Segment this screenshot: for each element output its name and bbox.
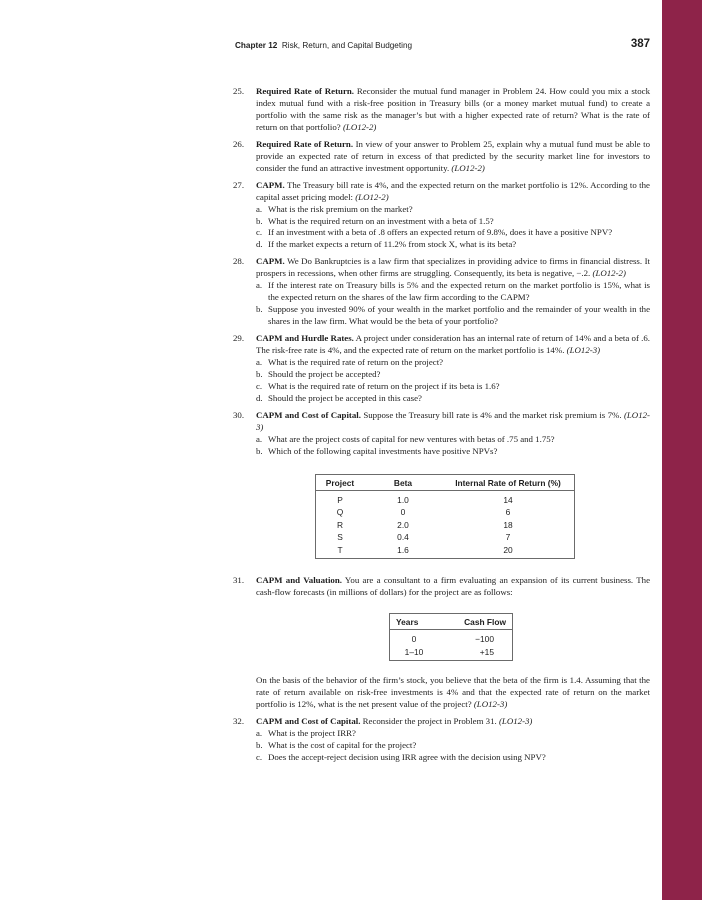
part-label: b. bbox=[256, 445, 263, 456]
part-label: a. bbox=[256, 728, 263, 739]
cash-flow-table bbox=[389, 613, 513, 661]
problem-number: 25. bbox=[233, 86, 245, 96]
problem-text: On the basis of the behavior of the firm’s stock, you believe that the beta of the firm is 1.4. Assuming that the rate of return available on risk-free investments is 4% and that the expected rate of return on the market portfolio is 12%, what is the net present value of the project? bbox=[256, 675, 650, 710]
table-row bbox=[316, 491, 575, 507]
problem-part bbox=[256, 204, 650, 216]
table-row bbox=[390, 630, 513, 646]
problem-27 bbox=[233, 180, 650, 252]
learning-objective: (LO12-3) bbox=[256, 409, 650, 432]
running-header bbox=[235, 38, 650, 54]
problem-part bbox=[256, 740, 650, 752]
part-text: Which of the following capital investments have positive NPVs? bbox=[268, 445, 498, 456]
table-row bbox=[316, 531, 575, 543]
part-label: a. bbox=[256, 280, 263, 291]
problem-part bbox=[256, 357, 650, 369]
part-label: b. bbox=[256, 304, 263, 315]
table-cell: R bbox=[336, 519, 344, 530]
problem-title: Required Rate of Return. bbox=[256, 86, 355, 96]
learning-objective: (LO12-3) bbox=[498, 716, 533, 727]
part-text: What is the risk premium on the market? bbox=[268, 203, 413, 214]
problem-text: The Treasury bill rate is 4%, and the expected return on the market portfolio is 12%. According to the capital asset pricing model: bbox=[256, 179, 650, 202]
part-label: c. bbox=[256, 751, 263, 762]
problem-number: 30. bbox=[233, 409, 245, 420]
problem-title: CAPM and Cost of Capital. bbox=[256, 716, 361, 727]
chapter-label: Chapter 12 bbox=[235, 41, 278, 50]
problem-body bbox=[256, 139, 650, 175]
part-label: d. bbox=[256, 392, 263, 403]
problem-title: CAPM. bbox=[256, 256, 285, 267]
table-header-row bbox=[390, 613, 513, 629]
part-text: What is the required rate of return on the project? bbox=[268, 357, 444, 368]
part-label: a. bbox=[256, 433, 263, 444]
problem-body bbox=[256, 86, 650, 134]
learning-objective: (LO12-2) bbox=[451, 162, 485, 173]
problem-text: Suppose the Treasury bill rate is 4% and the market risk premium is 7%. bbox=[363, 409, 622, 420]
part-text: If the market expects a return of 11.2% from stock X, what is its beta? bbox=[268, 239, 517, 250]
part-text: Should the project be accepted in this case? bbox=[268, 392, 422, 403]
table-cell: 1–10 bbox=[404, 646, 424, 657]
part-label: b. bbox=[256, 739, 263, 750]
problem-number: 31. bbox=[233, 575, 245, 586]
part-text: What is the required rate of return on the project if its beta is 1.6? bbox=[268, 380, 500, 391]
part-label: c. bbox=[256, 380, 263, 391]
problem-number: 28. bbox=[233, 256, 245, 267]
part-text: If an investment with a beta of .8 offers an expected return of 9.8%, does it have a positive NPV? bbox=[268, 227, 613, 238]
table-cell: S bbox=[337, 532, 343, 543]
learning-objective: (LO12-2) bbox=[355, 191, 389, 202]
project-table bbox=[315, 474, 575, 559]
table-row bbox=[390, 646, 513, 661]
problem-31 bbox=[233, 575, 650, 711]
part-text: Suppose you invested 90% of your wealth in the market portfolio and the remainder of your wealth in the shares in the law firm. What would be the beta of your portfolio? bbox=[268, 304, 650, 327]
table-cell: T bbox=[337, 544, 343, 555]
problem-text: You are a consultant to a firm evaluating an expansion of its current business. The cash-flow forecasts (in millions of dollars) for the project are as follows: bbox=[256, 575, 650, 598]
part-label: c. bbox=[256, 227, 263, 238]
chapter-color-bar bbox=[662, 0, 702, 900]
table-cell: 20 bbox=[503, 544, 513, 555]
problem-number: 29. bbox=[233, 333, 245, 344]
learning-objective: (LO12-3) bbox=[473, 699, 508, 710]
problem-text: We Do Bankruptcies is a law firm that specializes in providing advice to firms in financial distress. It prospers in recessions, when other firms are struggling. Consequently, its beta is negative, −.2. bbox=[256, 256, 650, 279]
problem-26 bbox=[233, 139, 650, 175]
table-row bbox=[316, 506, 575, 518]
part-label: d. bbox=[256, 239, 263, 250]
problem-part bbox=[256, 393, 650, 405]
problem-part bbox=[256, 752, 650, 764]
problem-body bbox=[256, 575, 650, 599]
table-cell: 1.6 bbox=[397, 544, 409, 555]
problem-part bbox=[256, 369, 650, 381]
table-cell: 7 bbox=[505, 532, 511, 543]
part-text: What is the project IRR? bbox=[268, 728, 356, 739]
problem-text: In view of your answer to Problem 25, explain why a mutual fund must be able to provide an expected rate of return in excess of that predicted by the security market line for investors to consider the fund an attractive investment opportunity. bbox=[256, 138, 650, 173]
problem-part bbox=[256, 728, 650, 740]
page-number: 387 bbox=[630, 38, 650, 50]
problem-part bbox=[256, 227, 650, 239]
problem-29 bbox=[233, 333, 650, 405]
table-row bbox=[316, 544, 575, 559]
learning-objective: (LO12-3) bbox=[566, 345, 601, 356]
column-header: Project bbox=[316, 474, 365, 490]
problem-part bbox=[256, 446, 650, 458]
part-label: a. bbox=[256, 357, 263, 368]
part-text: If the interest rate on Treasury bills is 5% and the expected return on the market portfolio is 15%, what is the expected return on the shares of the law firm according to the CAPM? bbox=[268, 280, 650, 303]
chapter-heading bbox=[235, 41, 412, 50]
problem-part bbox=[256, 381, 650, 393]
table-cell: 1.0 bbox=[397, 495, 409, 506]
table-cell: 2.0 bbox=[397, 519, 409, 530]
problem-25 bbox=[233, 86, 650, 134]
part-text: What is the cost of capital for the project? bbox=[268, 739, 417, 750]
problem-part bbox=[256, 280, 650, 304]
problem-part bbox=[256, 239, 650, 251]
problem-body bbox=[256, 333, 650, 357]
part-text: What is the required return on an investment with a beta of 1.5? bbox=[268, 215, 494, 226]
problem-title: Required Rate of Return. bbox=[256, 138, 354, 149]
problem-title: CAPM. bbox=[256, 179, 285, 190]
problem-body bbox=[256, 180, 650, 204]
problem-28 bbox=[233, 256, 650, 328]
part-text: Does the accept-reject decision using IRR agree with the decision using NPV? bbox=[268, 751, 546, 762]
problem-text: Reconsider the project in Problem 31. bbox=[362, 716, 497, 727]
part-label: a. bbox=[256, 203, 263, 214]
table-cell: 14 bbox=[503, 495, 513, 506]
table-cell: 0 bbox=[411, 634, 417, 645]
problem-body bbox=[256, 256, 650, 280]
part-label: b. bbox=[256, 215, 263, 226]
table-cell: −100 bbox=[475, 634, 494, 645]
problem-30 bbox=[233, 410, 650, 458]
column-header: Cash Flow bbox=[438, 613, 513, 629]
learning-objective: (LO12-2) bbox=[592, 268, 626, 279]
problem-body bbox=[256, 410, 650, 434]
problem-body bbox=[256, 716, 650, 728]
column-header: Years bbox=[390, 613, 439, 629]
learning-objective: (LO12-2) bbox=[342, 121, 377, 132]
chapter-title: Risk, Return, and Capital Budgeting bbox=[281, 41, 413, 50]
table-cell: 18 bbox=[503, 519, 513, 530]
problem-part bbox=[256, 216, 650, 228]
part-text: Should the project be accepted? bbox=[268, 368, 381, 379]
problem-list bbox=[233, 86, 650, 764]
column-header: Internal Rate of Return (%) bbox=[442, 474, 575, 490]
table-cell: Q bbox=[336, 507, 344, 518]
problem-32 bbox=[233, 716, 650, 764]
table-cell: 0.4 bbox=[397, 532, 409, 543]
problem-title: CAPM and Valuation. bbox=[256, 575, 342, 586]
table-cell: P bbox=[337, 495, 343, 506]
problem-text-continued bbox=[256, 675, 650, 711]
problem-number: 27. bbox=[233, 179, 245, 190]
table-cell: 6 bbox=[505, 507, 511, 518]
problem-title: CAPM and Cost of Capital. bbox=[256, 409, 361, 420]
part-label: b. bbox=[256, 368, 263, 379]
problem-title: CAPM and Hurdle Rates. bbox=[256, 333, 354, 344]
problem-part bbox=[256, 304, 650, 328]
column-header: Beta bbox=[364, 474, 442, 490]
table-cell: +15 bbox=[479, 646, 494, 657]
problem-text: Reconsider the mutual fund manager in Problem 24. How could you mix a stock index mutual fund with a risk-free position in Treasury bills (or a money market mutual fund) to create a portfolio with the same risk as the manager’s but with a higher expected rate of return? What is the rate of return on that portfolio? bbox=[256, 86, 650, 132]
problem-text: A project under consideration has an internal rate of return of 14% and a beta of .6. The risk-free rate is 4%, and the expected rate of return on the market portfolio is 14%. bbox=[256, 333, 650, 356]
problem-number: 26. bbox=[233, 138, 245, 149]
table-cell: 0 bbox=[400, 507, 406, 518]
problem-part bbox=[256, 434, 650, 446]
table-header-row bbox=[316, 474, 575, 490]
problem-number: 32. bbox=[233, 716, 245, 727]
part-text: What are the project costs of capital for new ventures with betas of .75 and 1.75? bbox=[268, 433, 555, 444]
table-row bbox=[316, 519, 575, 531]
